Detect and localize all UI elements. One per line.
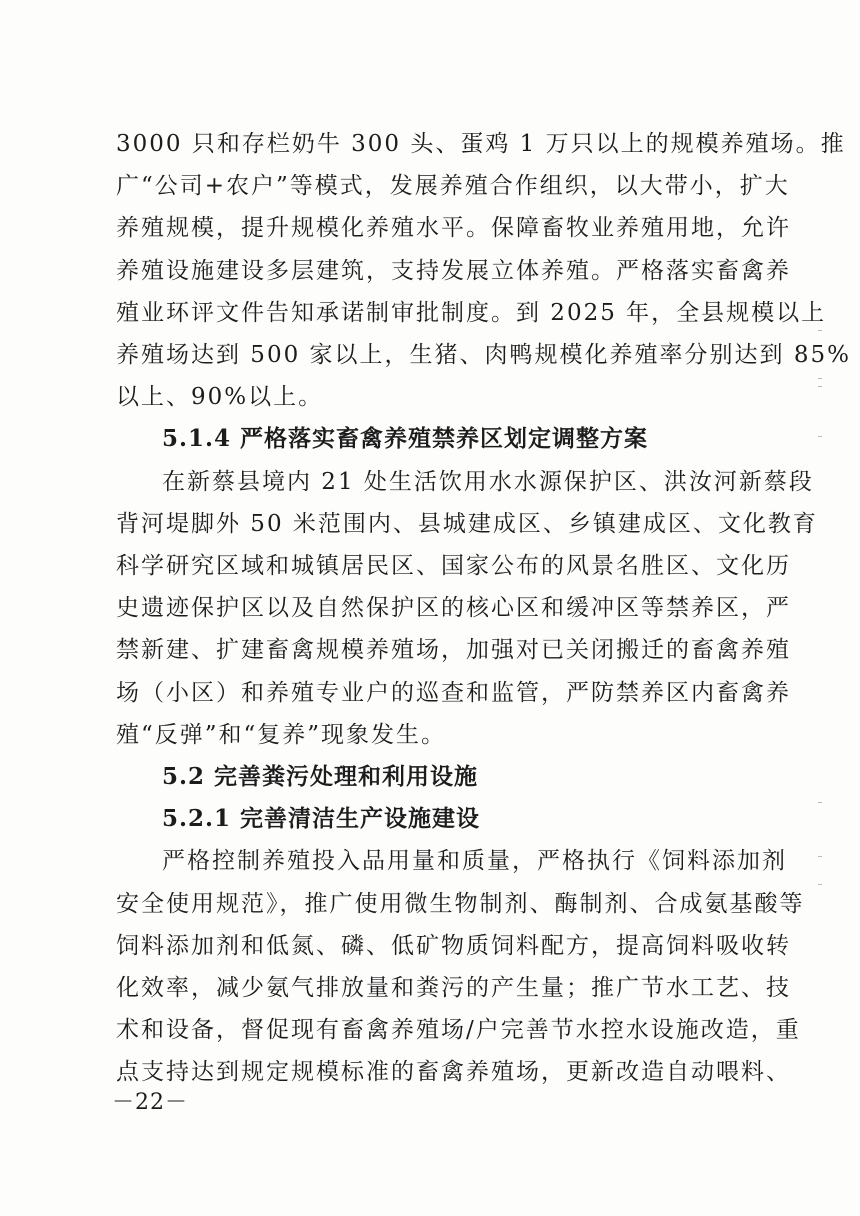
- section-heading: 5.2 完善粪污处理和利用设施: [162, 763, 479, 791]
- body-text-line: 以上、90%以上。: [116, 384, 324, 411]
- body-text-line: 饲料添加剂和低氮、磷、低矿物质饲料配方，提高饲料吸收转: [116, 932, 791, 959]
- body-text-line: 史遗迹保护区以及自然保护区的核心区和缓冲区等禁养区，严: [116, 595, 791, 622]
- scan-mark: [818, 856, 822, 857]
- scan-mark: [818, 802, 822, 803]
- body-text-line: 殖“反弹”和“复养”现象发生。: [116, 721, 447, 748]
- page-number: －22－: [112, 1090, 188, 1115]
- body-text-line: 背河堤脚外 50 米范围内、县城建成区、乡镇建成区、文化教育: [116, 510, 818, 537]
- body-text-line: 在新蔡县境内 21 处生活饮用水水源保护区、洪汝河新蔡段: [162, 468, 814, 495]
- body-text-line: 养殖场达到 500 家以上，生猪、肉鸭规模化养殖率分别达到 85%: [116, 342, 851, 369]
- body-text-line: 安全使用规范》，推广使用微生物制剂、酶制剂、合成氨基酸等: [116, 890, 805, 917]
- section-heading: 5.1.4 严格落实畜禽养殖禁养区划定调整方案: [162, 425, 649, 453]
- body-text-line: 养殖规模，提升规模化养殖水平。保障畜牧业养殖用地，允许: [116, 215, 791, 242]
- body-text-line: 殖业环评文件告知承诺制审批制度。到 2025 年，全县规模以上: [116, 299, 827, 326]
- scan-mark: [818, 386, 822, 387]
- body-text-line: 禁新建、扩建畜禽规模养殖场，加强对已关闭搬迁的畜禽养殖: [116, 637, 791, 664]
- scan-mark: [818, 330, 822, 331]
- section-heading: 5.2.1 完善清洁生产设施建设: [162, 805, 481, 833]
- body-text-line: 广“公司+农户”等模式，发展养殖合作组织，以大带小，扩大: [116, 173, 790, 200]
- document-body: [116, 123, 851, 1094]
- scan-mark: [818, 378, 822, 379]
- scan-mark: [818, 884, 822, 885]
- body-text-line: 场（小区）和养殖专业户的巡查和监管，严防禁养区内畜禽养: [116, 679, 791, 706]
- body-text-line: 点支持达到规定规模标准的畜禽养殖场，更新改造自动喂料、: [116, 1059, 791, 1086]
- body-text-line: 严格控制养殖投入品用量和质量，严格执行《饲料添加剂: [162, 848, 787, 875]
- scan-mark: [818, 436, 822, 437]
- body-text-line: 养殖设施建设多层建筑，支持发展立体养殖。严格落实畜禽养: [116, 257, 791, 284]
- body-text-line: 化效率，减少氨气排放量和粪污的产生量；推广节水工艺、技: [116, 975, 791, 1002]
- body-text-line: 3000 只和存栏奶牛 300 头、蛋鸡 1 万只以上的规模养殖场。推: [116, 131, 846, 157]
- body-text-line: 科学研究区域和城镇居民区、国家公布的风景名胜区、文化历: [116, 553, 791, 580]
- body-text-line: 术和设备，督促现有畜禽养殖场/户完善节水控水设施改造，重: [116, 1017, 801, 1044]
